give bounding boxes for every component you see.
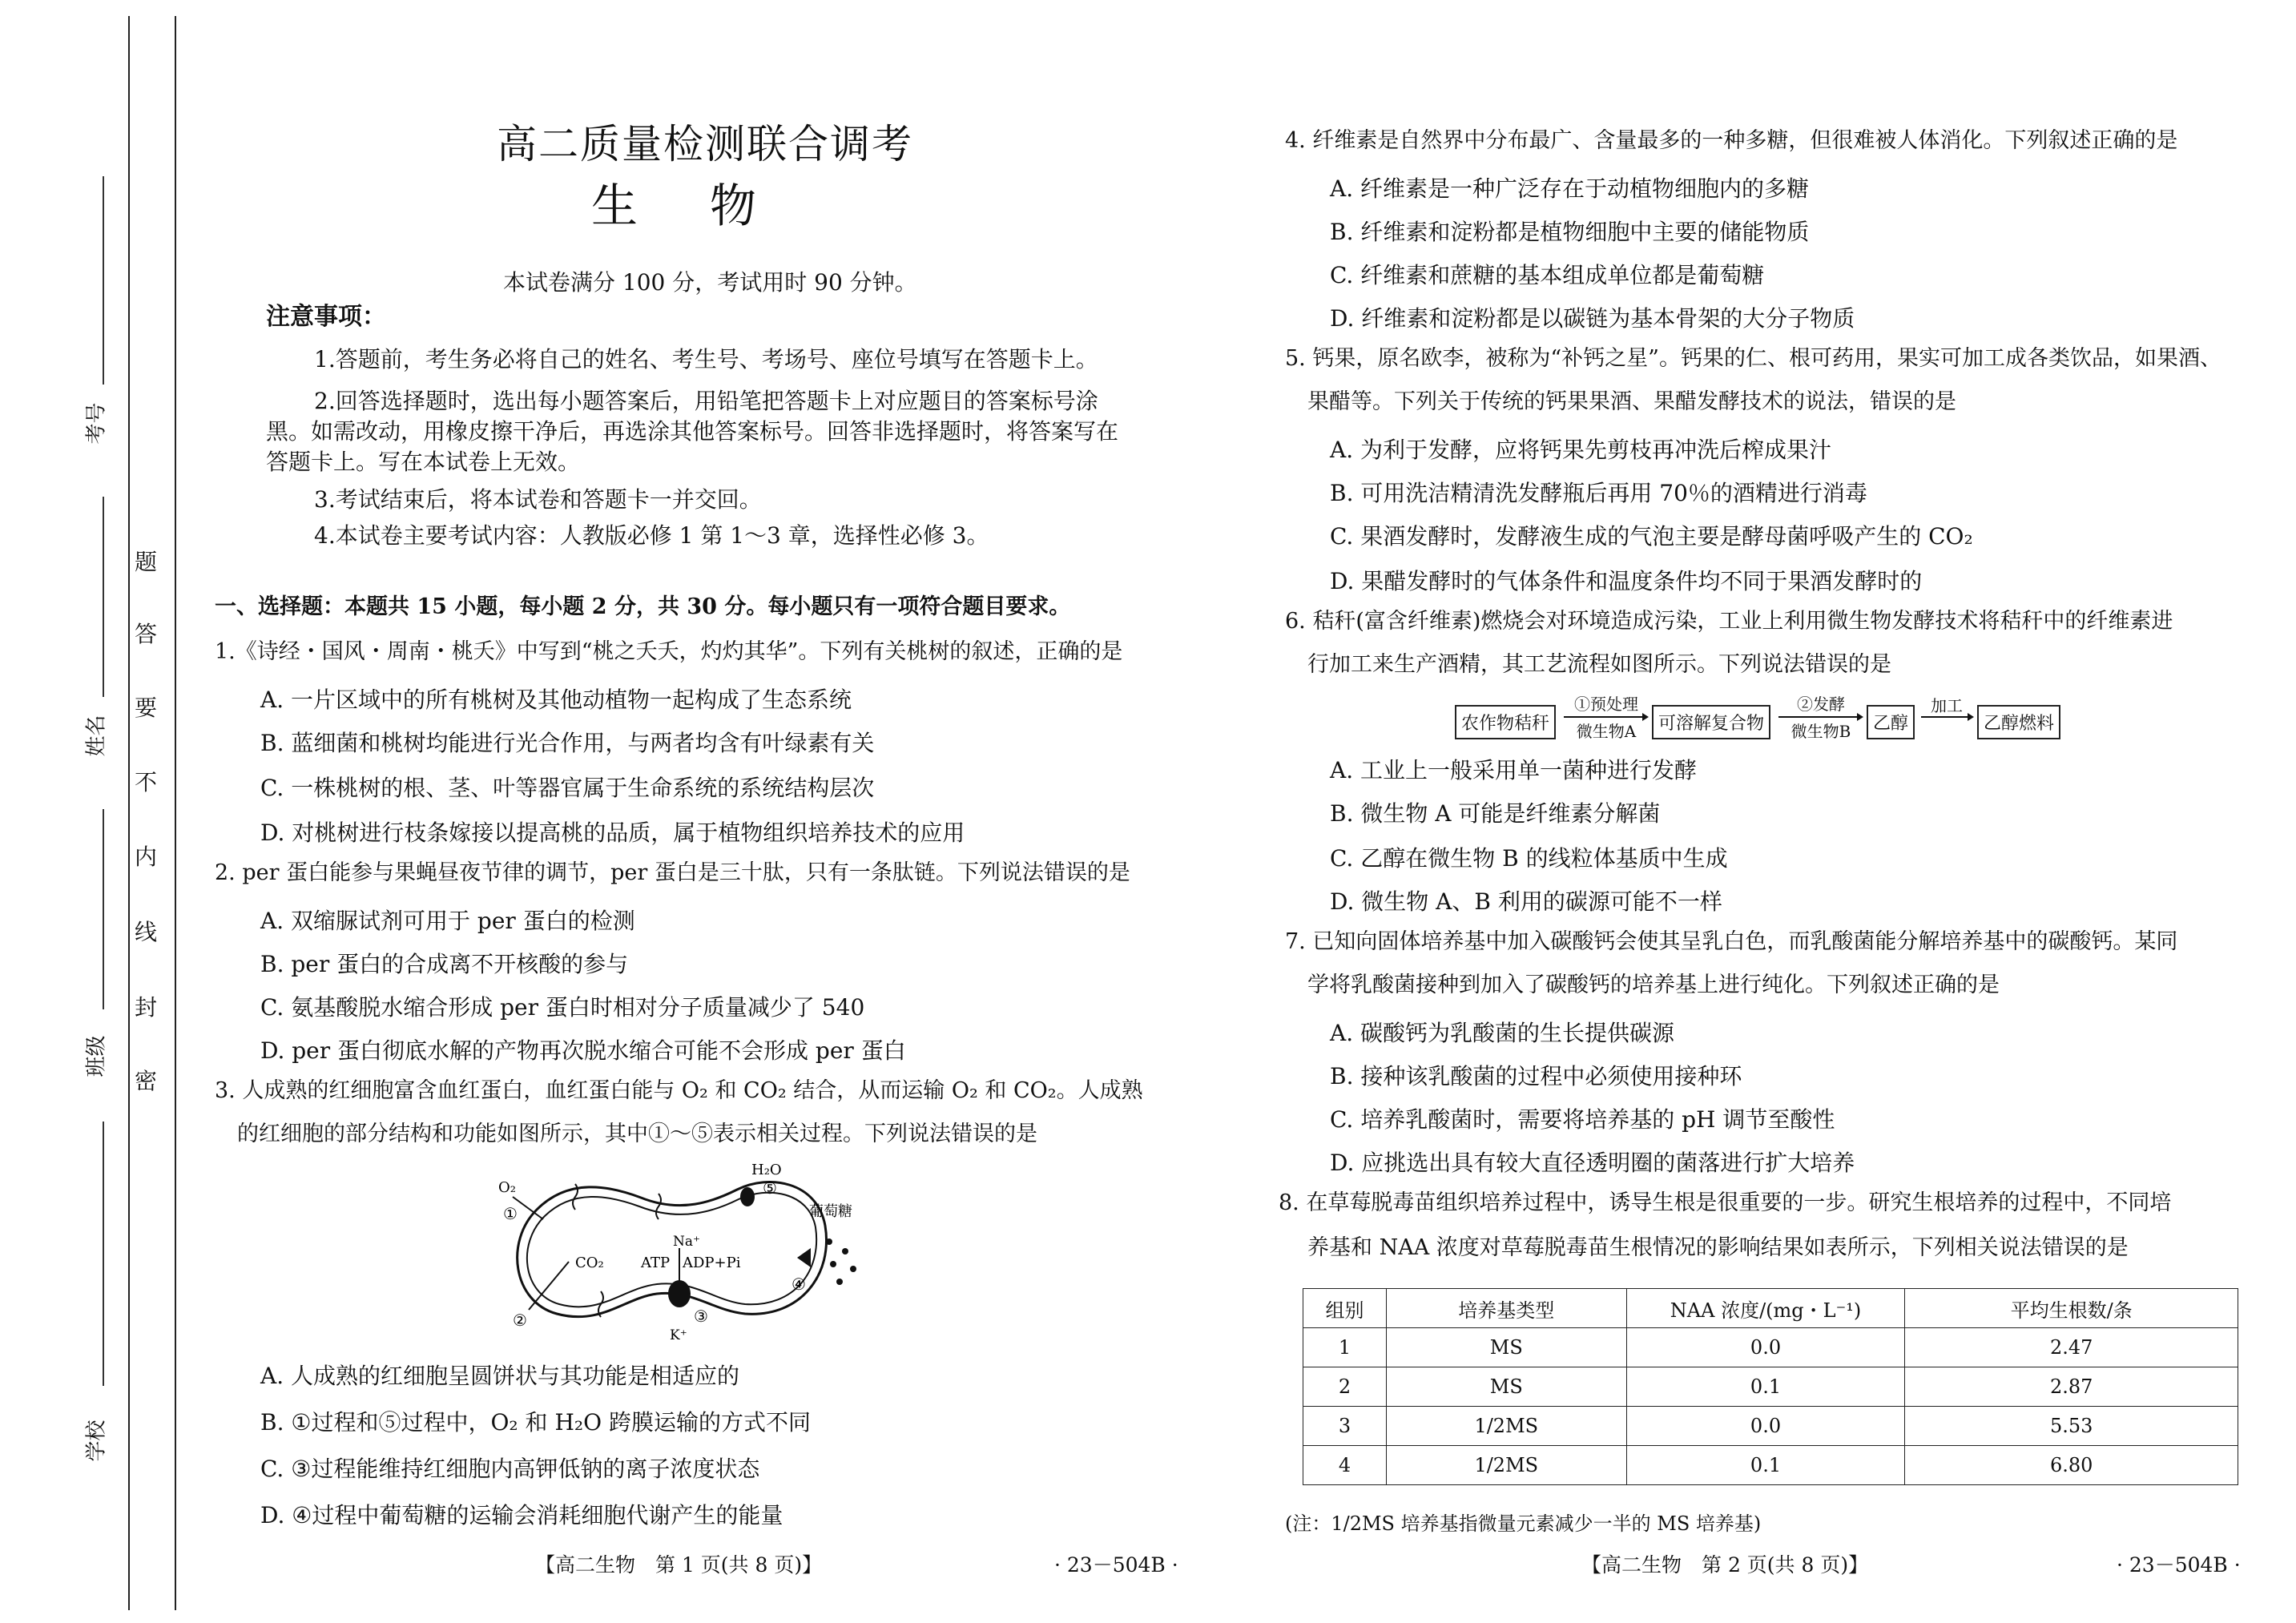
q4-option-c: C. 纤维素和蔗糖的基本组成单位都是葡萄糖: [1330, 262, 1765, 288]
red-blood-cell-figure: [481, 1162, 865, 1346]
q1-stem: 1.《诗经・国风・周南・桃夭》中写到“桃之夭夭，灼灼其华”。下列有关桃树的叙述，正确的是: [215, 639, 1123, 664]
table-cell: 6.80: [1905, 1446, 2238, 1485]
table-header: 平均生根数/条: [1905, 1289, 2238, 1328]
table-cell: 1/2MS: [1386, 1446, 1626, 1485]
table-cell: 0.0: [1626, 1328, 1905, 1367]
exam-title: 高二质量检测联合调考: [497, 121, 913, 167]
q3-option-d: D. ④过程中葡萄糖的运输会消耗细胞代谢产生的能量: [260, 1502, 783, 1528]
table-header: NAA 浓度/(mg・L⁻¹): [1626, 1289, 1905, 1328]
flow-box-straw: 农作物秸秆: [1455, 705, 1556, 739]
adp-label: ADP+Pi: [683, 1255, 741, 1271]
table-row: [1303, 1367, 2238, 1407]
seal-char-2: 答: [135, 621, 158, 647]
name-label: 姓名: [84, 715, 109, 757]
seal-char-1: 题: [135, 549, 158, 575]
table-cell: 3: [1303, 1407, 1387, 1446]
q4-stem: 4. 纤维素是自然界中分布最广、含量最多的一种多糖，但很难被人体消化。下列叙述正确的是: [1285, 128, 2178, 153]
exam-no-label: 考号: [84, 402, 109, 445]
flow-arrow-3: [1919, 711, 1976, 723]
seal-char-6: 线: [135, 919, 158, 945]
q5-option-b: B. 可用洗洁精清洗发酵瓶后再用 70％的酒精进行消毒: [1330, 480, 1867, 506]
q8-stem-line-1: 8. 在草莓脱毒苗组织培养过程中，诱导生根是很重要的一步。研究生根培养的过程中，不同培: [1279, 1190, 2172, 1215]
class-line: [103, 809, 104, 1009]
table-cell: MS: [1386, 1367, 1626, 1407]
seal-char-4: 不: [135, 769, 158, 795]
q5-stem-line-2: 果醋等。下列关于传统的钙果果酒、果醋发酵技术的说法，错误的是: [1307, 389, 1956, 414]
process-1-label: ①: [503, 1204, 518, 1223]
note-line-4: 答题卡上。写在本试卷上无效。: [266, 449, 581, 475]
margin-line-outer: [128, 16, 130, 1610]
q2-option-d: D. per 蛋白彻底水解的产物再次脱水缩合可能不会形成 per 蛋白: [260, 1037, 906, 1064]
table-cell: 0.0: [1626, 1407, 1905, 1446]
subject-title: 生物: [591, 179, 829, 233]
flow-box-ethanol-fuel: 乙醇燃料: [1977, 705, 2060, 739]
flow-arrow-2-top: ②发酵: [1797, 695, 1845, 714]
note-line-5: 3.考试结束后，将本试卷和答题卡一并交回。: [314, 486, 762, 513]
q7-option-a: A. 碳酸钙为乳酸菌的生长提供碳源: [1330, 1020, 1675, 1046]
table-cell: 0.1: [1626, 1446, 1905, 1485]
q4-option-b: B. 纤维素和淀粉都是植物细胞中主要的储能物质: [1330, 219, 1810, 245]
process-3-label: ③: [694, 1307, 708, 1326]
sodium-potassium-pump: [668, 1280, 691, 1307]
q6-stem-line-2: 行加工来生产酒精，其工艺流程如图所示。下列说法错误的是: [1307, 652, 1891, 677]
school-label: 学校: [84, 1420, 109, 1462]
process-5-label: ⑤: [763, 1178, 777, 1198]
q4-option-a: A. 纤维素是一种广泛存在于动植物细胞内的多糖: [1330, 175, 1810, 202]
q3-option-c: C. ③过程能维持红细胞内高钾低钠的离子浓度状态: [260, 1456, 760, 1482]
q6-stem-line-1: 6. 秸秆(富含纤维素)燃烧会对环境造成污染，工业上利用微生物发酵技术将秸秆中的纤维素进: [1285, 609, 2173, 634]
q5-option-a: A. 为利于发酵，应将钙果先剪枝再冲洗后榨成果汁: [1330, 437, 1832, 463]
section-1-heading: 一、选择题：本题共 15 小题，每小题 2 分，共 30 分。每小题只有一项符合题目要求。: [215, 594, 1071, 619]
seal-char-5: 内: [135, 844, 158, 870]
water-channel: [740, 1187, 755, 1206]
table-cell: 4: [1303, 1446, 1387, 1485]
h2o-label: H₂O: [751, 1162, 782, 1178]
table-cell: 1/2MS: [1386, 1407, 1626, 1446]
notes-heading: 注意事项：: [266, 303, 386, 331]
q7-option-b: B. 接种该乳酸菌的过程中必须使用接种环: [1330, 1063, 1742, 1089]
page-2-code: · 23－504B ·: [2117, 1553, 2241, 1577]
process-4-label: ④: [792, 1275, 806, 1294]
q6-option-a: A. 工业上一般采用单一菌种进行发酵: [1330, 757, 1698, 783]
class-label: 班级: [84, 1035, 109, 1077]
table-row: [1303, 1446, 2238, 1485]
process-2-label: ②: [513, 1311, 527, 1330]
q6-option-c: C. 乙醇在微生物 B 的线粒体基质中生成: [1330, 845, 1728, 872]
table-row: [1303, 1407, 2238, 1446]
q8-table-note: (注：1/2MS 培养基指微量元素减少一半的 MS 培养基): [1285, 1512, 1762, 1535]
q5-option-c: C. 果酒发酵时，发酵液生成的气泡主要是酵母菌呼吸产生的 CO₂: [1330, 523, 1973, 550]
exam-info: 本试卷满分 100 分，考试用时 90 分钟。: [503, 269, 917, 296]
table-row: [1303, 1328, 2238, 1367]
q5-option-d: D. 果醋发酵时的气体条件和温度条件均不同于果酒发酵时的: [1330, 568, 1923, 594]
table-cell: 1: [1303, 1328, 1387, 1367]
name-line: [103, 497, 104, 697]
seal-char-3: 要: [135, 695, 158, 721]
q6-option-b: B. 微生物 A 可能是纤维素分解菌: [1330, 800, 1661, 827]
flow-arrow-2-bottom: 微生物B: [1790, 722, 1851, 741]
q1-option-c: C. 一株桃树的根、茎、叶等器官属于生命系统的系统结构层次: [260, 775, 875, 801]
note-line-6: 4.本试卷主要考试内容：人教版必修 1 第 1～3 章，选择性必修 3。: [314, 522, 989, 549]
atp-label: ATP: [641, 1255, 671, 1271]
page-1-footer: 【高二生物 第 1 页(共 8 页)】: [535, 1553, 823, 1577]
table-cell: 5.53: [1905, 1407, 2238, 1446]
seal-char-7: 封: [135, 994, 158, 1021]
margin-line-inner: [175, 16, 176, 1610]
q8-stem-line-2: 养基和 NAA 浓度对草莓脱毒苗生根情况的影响结果如表所示，下列相关说法错误的是: [1307, 1235, 2129, 1260]
flow-box-soluble-complex: 可溶解复合物: [1652, 705, 1770, 739]
flow-arrow-2: [1777, 711, 1865, 723]
page-2-footer: 【高二生物 第 2 页(共 8 页)】: [1581, 1553, 1869, 1577]
exam-no-line: [103, 176, 104, 385]
glucose-label: 葡萄糖: [809, 1203, 852, 1220]
table-header-row: [1303, 1289, 2238, 1328]
flow-arrow-1: [1562, 711, 1650, 723]
rooting-results-table: [1303, 1288, 2238, 1485]
o2-label: O₂: [498, 1179, 516, 1196]
q7-option-d: D. 应挑选出具有较大直径透明圈的菌落进行扩大培养: [1330, 1150, 1855, 1176]
q4-option-d: D. 纤维素和淀粉都是以碳链为基本骨架的大分子物质: [1330, 305, 1855, 332]
table-cell: 2.87: [1905, 1367, 2238, 1407]
q3-stem-line-2: 的红细胞的部分结构和功能如图所示，其中①～⑤表示相关过程。下列说法错误的是: [237, 1122, 1037, 1146]
q5-stem-line-1: 5. 钙果，原名欧李，被称为“补钙之星”。钙果的仁、根可药用，果实可加工成各类饮品，如果酒、: [1285, 346, 2221, 371]
table-cell: MS: [1386, 1328, 1626, 1367]
k-label: K⁺: [670, 1327, 687, 1343]
q2-stem: 2. per 蛋白能参与果蝇昼夜节律的调节，per 蛋白是三十肽，只有一条肽链。下列说法错误的是: [215, 860, 1130, 885]
flow-box-ethanol: 乙醇: [1867, 705, 1915, 739]
glucose-transporter: [797, 1248, 811, 1267]
q7-stem-line-2: 学将乳酸菌接种到加入了碳酸钙的培养基上进行纯化。下列叙述正确的是: [1307, 973, 2000, 997]
q7-stem-line-1: 7. 已知向固体培养基中加入碳酸钙会使其呈乳白色，而乳酸菌能分解培养基中的碳酸钙。某同: [1285, 929, 2178, 954]
q3-stem-line-1: 3. 人成熟的红细胞富含血红蛋白，血红蛋白能与 O₂ 和 CO₂ 结合，从而运输 O₂ 和 CO₂。人成熟: [215, 1078, 1143, 1103]
q1-option-d: D. 对桃树进行枝条嫁接以提高桃的品质，属于植物组织培养技术的应用: [260, 820, 965, 846]
q1-option-b: B. 蓝细菌和桃树均能进行光合作用，与两者均含有叶绿素有关: [260, 730, 875, 756]
table-header: 培养基类型: [1386, 1289, 1626, 1328]
q1-option-a: A. 一片区域中的所有桃树及其他动植物一起构成了生态系统: [260, 687, 852, 713]
q2-option-a: A. 双缩脲试剂可用于 per 蛋白的检测: [260, 908, 635, 934]
flow-arrow-1-bottom: 微生物A: [1576, 722, 1637, 741]
seal-char-8: 密: [135, 1068, 158, 1094]
note-line-3: 黑。如需改动，用橡皮擦干净后，再选涂其他答案标号。回答非选择题时，将答案写在: [266, 418, 1119, 445]
note-line-2: 2.回答选择题时，选出每小题答案后，用铅笔把答题卡上对应题目的答案标号涂: [314, 388, 1098, 414]
flow-arrow-3-top: 加工: [1931, 696, 1963, 715]
q2-option-c: C. 氨基酸脱水缩合形成 per 蛋白时相对分子质量减少了 540: [260, 994, 865, 1021]
q6-option-d: D. 微生物 A、B 利用的碳源可能不一样: [1330, 888, 1722, 915]
table-cell: 2.47: [1905, 1328, 2238, 1367]
co2-label: CO₂: [575, 1255, 604, 1271]
school-line: [103, 1122, 104, 1386]
table-cell: 2: [1303, 1367, 1387, 1407]
q3-option-a: A. 人成熟的红细胞呈圆饼状与其功能是相适应的: [260, 1363, 740, 1389]
flow-arrow-1-top: ①预处理: [1574, 695, 1638, 714]
table-cell: 0.1: [1626, 1367, 1905, 1407]
table-header: 组别: [1303, 1289, 1387, 1328]
page-1-code: · 23－504B ·: [1054, 1553, 1178, 1577]
q7-option-c: C. 培养乳酸菌时，需要将培养基的 pH 调节至酸性: [1330, 1106, 1835, 1133]
q3-option-b: B. ①过程和⑤过程中，O₂ 和 H₂O 跨膜运输的方式不同: [260, 1409, 811, 1436]
na-label: Na⁺: [673, 1234, 700, 1250]
note-line-1: 1.答题前，考生务必将自己的姓名、考生号、考场号、座位号填写在答题卡上。: [314, 346, 1098, 373]
q2-option-b: B. per 蛋白的合成离不开核酸的参与: [260, 951, 629, 977]
